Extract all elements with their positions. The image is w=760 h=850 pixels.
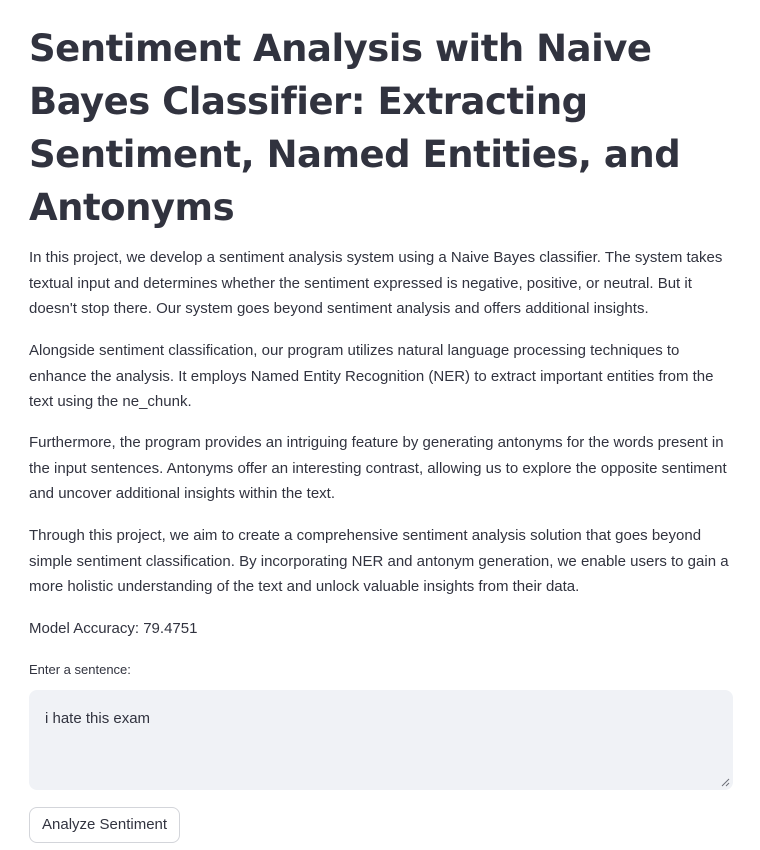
resize-handle-icon[interactable]	[721, 778, 730, 787]
intro-paragraph: In this project, we develop a sentiment analysis system using a Naive Bayes classifier. The system takes textual input and determines whether the sentiment expressed is negative, positive, or neutral. But it doesn't stop there. Our system goes beyond sentiment analysis and offers additional insights.	[29, 249, 723, 317]
sentence-textarea[interactable]	[29, 690, 733, 790]
sentence-textarea-value: i hate this exam	[45, 710, 151, 727]
sentence-input-label: Enter a sentence:	[29, 662, 131, 677]
model-accuracy: Model Accuracy: 79.4751	[29, 620, 198, 637]
antonym-paragraph: Furthermore, the program provides an intriguing feature by generating antonyms for the words present in the input sentences. Antonyms offer an interesting contrast, allowing us to explore the opposite sentiment and uncover additional insights within the text.	[29, 434, 727, 502]
page-title: Sentiment Analysis with Naive Bayes Classifier: Extracting Sentiment, Named Entities, and Antonyms	[29, 27, 681, 229]
main-content	[29, 0, 733, 833]
analyze-sentiment-button[interactable]: Analyze Sentiment	[29, 807, 180, 843]
ner-paragraph: Alongside sentiment classification, our program utilizes natural language processing techniques to enhance the analysis. It employs Named Entity Recognition (NER) to extract important entities from the text using the ne_chunk.	[29, 342, 714, 410]
summary-paragraph: Through this project, we aim to create a comprehensive sentiment analysis solution that goes beyond simple sentiment classification. By incorporating NER and antonym generation, we enable users to gain a more holistic understanding of the text and unlock valuable insights from their data.	[29, 527, 729, 595]
